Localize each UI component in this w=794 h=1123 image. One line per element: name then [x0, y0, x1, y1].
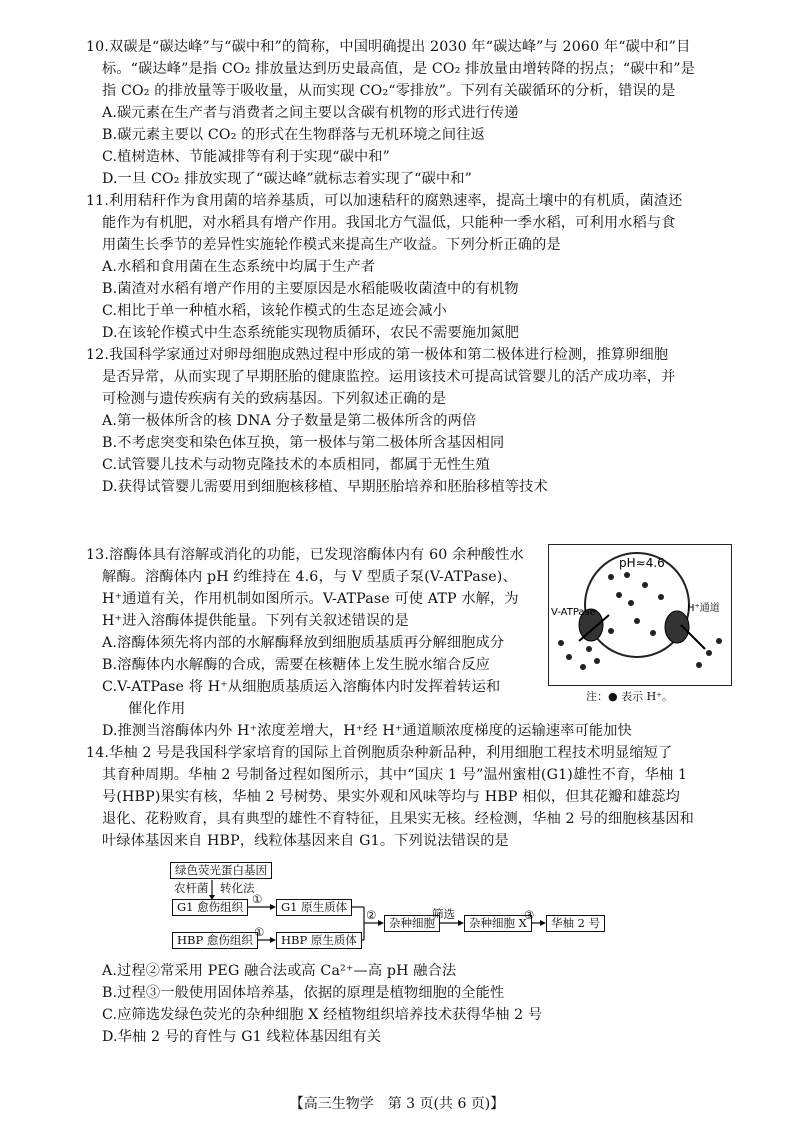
q10-stem-line: 指 CO₂ 的排放量等于吸收量，从而实现 CO₂“零排放”。下列有关碳循环的分析，错误的是 — [102, 83, 676, 99]
q11-option-d: D.在该轮作模式中生态系统能实现物质循环，农民不需要施加氮肥 — [102, 325, 520, 341]
hbp-callus-box: HBP 愈伤组织 — [172, 932, 258, 949]
v-atpase-label: V-ATPase — [551, 607, 596, 618]
huayou-process-figure — [168, 862, 618, 956]
q11-stem-line: 11.利用秸秆作为食用菌的培养基质，可以加速秸秆的腐熟速率，提高土壤中的有机质，菌渣还 — [86, 193, 683, 209]
q13-stem-line: 13.溶酶体具有溶解或消化的功能，已发现溶酶体内有 60 余种酸性水 — [86, 547, 524, 563]
q11-option-a: A.水稻和食用菌在生态系统中均属于生产者 — [102, 259, 376, 275]
q11-option-c: C.相比于单一种植水稻，该轮作模式的生态足迹会减小 — [102, 303, 447, 319]
q12-stem-line: 是否异常，从而实现了早期胚胎的健康监控。运用该技术可提高试管婴儿的活产成功率，并 — [102, 369, 676, 385]
q10-option-c: C.植树造林、节能减排等有利于实现“碳中和” — [102, 149, 391, 165]
transformation-label: 转化法 — [220, 881, 255, 895]
g1-protoplast-box: G1 原生质体 — [276, 899, 352, 916]
h-channel-label: H⁺通道 — [687, 603, 720, 614]
q12-option-d: D.获得试管婴儿需要用到细胞核移植、早期胚胎培养和胚胎移植等技术 — [102, 479, 548, 495]
lysosome-figure-note: 注：● 表示 H⁺。 — [586, 690, 673, 703]
q14-stem-line: 其育种周期。华柚 2 号制备过程如图所示，其中“国庆 1 号”温州蜜柑(G1)雄性不育，华柚 1 — [102, 767, 688, 783]
q12-stem-line: 可检测与遗传疾病有关的致病基因。下列叙述正确的是 — [102, 391, 447, 407]
q12-option-a: A.第一极体所含的核 DNA 分子数量是第二极体所含的两倍 — [102, 413, 477, 429]
page-footer: 【高三生物学 第 3 页(共 6 页)】 — [289, 1096, 505, 1112]
q13-option-d: D.推测当溶酶体内外 H⁺浓度差增大，H⁺经 H⁺通道顺浓度梯度的运输速率可能加快 — [102, 723, 632, 739]
q10-option-a: A.碳元素在生产者与消费者之间主要以含碳有机物的形式进行传递 — [102, 105, 519, 121]
q14-option-b: B.过程③一般使用固体培养基，依据的原理是植物细胞的全能性 — [102, 985, 505, 1001]
q10-stem-line: 10.双碳是“碳达峰”与“碳中和”的简称，中国明确提出 2030 年“碳达峰”与 2060 年“碳中和”目 — [86, 39, 691, 55]
q14-option-a: A.过程②常采用 PEG 融合法或高 Ca²⁺—高 pH 融合法 — [102, 963, 457, 979]
lysosome-figure — [548, 544, 732, 686]
step-2-label: ② — [366, 908, 377, 922]
screening-label: 筛选 — [432, 907, 455, 921]
lysosome-diagram — [549, 545, 731, 685]
q13-option-c: C.V-ATPase 将 H⁺从细胞质基质运入溶酶体内时发挥着转运和 — [102, 679, 501, 695]
q12-stem-line: 12.我国科学家通过对卵母细胞成熟过程中形成的第一极体和第二极体进行检测，推算卵细胞 — [86, 347, 669, 363]
q14-stem-line: 14.华柚 2 号是我国科学家培育的国际上首例胞质杂种新品种，利用细胞工程技术明显缩短了 — [86, 745, 673, 761]
step-1-label: ① — [252, 892, 263, 906]
q14-option-c: C.应筛选发绿色荧光的杂种细胞 X 经植物组织培养技术获得华柚 2 号 — [102, 1007, 543, 1023]
step-3-label: ③ — [524, 908, 535, 922]
q14-stem-line: 叶绿体基因来自 HBP，线粒体基因来自 G1。下列说法错误的是 — [102, 833, 509, 849]
hybrid-cell-box: 杂种细胞 — [384, 915, 440, 932]
ph-label: pH≈4.6 — [619, 556, 665, 570]
huayou2-result-box: 华柚 2 号 — [546, 915, 605, 932]
q14-stem-line: 退化、花粉败育，具有典型的雄性不育特征，且果实无核。经检测，华柚 2 号的细胞核基因和 — [102, 811, 694, 827]
q13-option-c-cont: 催化作用 — [128, 701, 186, 717]
q13-stem-line: H⁺通道有关，作用机制如图所示。V-ATPase 可使 ATP 水解，为 — [102, 591, 519, 607]
q10-stem-line: 标。“碳达峰”是指 CO₂ 排放量达到历史最高值，是 CO₂ 排放量由增转降的拐点；“碳中和”是 — [102, 61, 695, 77]
q13-option-b: B.溶酶体内水解酶的合成，需要在核糖体上发生脱水缩合反应 — [102, 657, 491, 673]
q12-option-c: C.试管婴儿技术与动物克隆技术的本质相同，都属于无性生殖 — [102, 457, 490, 473]
q13-option-a: A.溶酶体须先将内部的水解酶释放到细胞质基质再分解细胞成分 — [102, 635, 505, 651]
q10-option-d: D.一旦 CO₂ 排放实现了“碳达峰”就标志着实现了“碳中和” — [102, 171, 472, 187]
q10-option-b: B.碳元素主要以 CO₂ 的形式在生物群落与无机环境之间往返 — [102, 127, 485, 143]
step-1-label: ① — [254, 925, 265, 939]
h-channel-icon — [665, 611, 689, 643]
q14-option-d: D.华柚 2 号的育性与 G1 线粒体基因组有关 — [102, 1029, 382, 1045]
q13-stem-line: H⁺进入溶酶体提供能量。下列有关叙述错误的是 — [102, 613, 409, 629]
q11-stem-line: 用菌生长季节的差异性实施轮作模式来提高生产收益。下列分析正确的是 — [102, 237, 561, 253]
hbp-protoplast-box: HBP 原生质体 — [276, 932, 362, 949]
q11-stem-line: 能作为有机肥，对水稻具有增产作用。我国北方气温低，只能种一季水稻，可利用水稻与食 — [102, 215, 676, 231]
agrobacterium-label: 农杆菌 — [174, 881, 209, 895]
q14-stem-line: 号(HBP)果实有核，华柚 2 号树势、果实外观和风味等均与 HBP 相似，但其花瓣和雄蕊均 — [102, 789, 680, 805]
q11-option-b: B.菌渣对水稻有增产作用的主要原因是水稻能吸收菌渣中的有机物 — [102, 281, 519, 297]
gfp-gene-box: 绿色荧光蛋白基因 — [170, 862, 272, 879]
hybrid-cell-x-box: 杂种细胞 X — [464, 915, 532, 932]
q13-stem-line: 解酶。溶酶体内 pH 约维持在 4.6，与 V 型质子泵(V-ATPase)、 — [102, 569, 517, 585]
q12-option-b: B.不考虑突变和染色体互换，第一极体与第二极体所含基因相同 — [102, 435, 505, 451]
g1-callus-box: G1 愈伤组织 — [172, 899, 248, 916]
